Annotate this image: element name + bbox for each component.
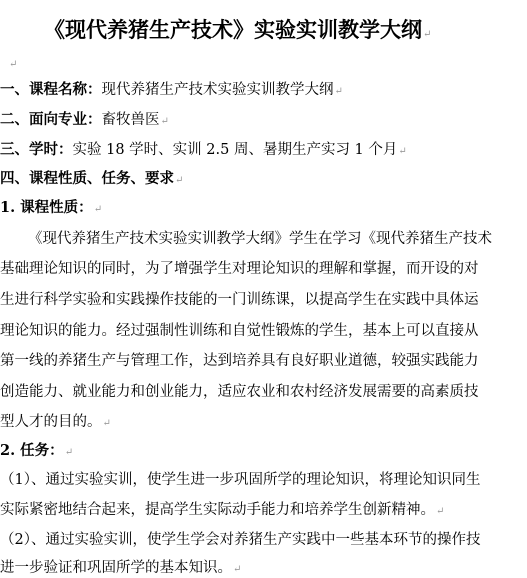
section-label: 三、学时： <box>0 141 73 158</box>
nature-heading <box>0 198 102 218</box>
blank-paragraph <box>8 53 17 73</box>
section-course-name <box>0 80 343 100</box>
body-text: 第一线的养猪生产与管理工作，达到培养具有良好职业道德，较强实践能力 <box>0 353 479 369</box>
document-title <box>44 17 431 48</box>
body-text: 理论知识的能力。经过强制性训练和自觉性锻炼的学生，基本上可以直接从 <box>0 323 479 339</box>
section-label: 二、面向专业： <box>0 111 102 128</box>
tasks-heading <box>0 441 73 461</box>
tasks-line <box>0 530 480 550</box>
section-label: 一、课程名称： <box>0 81 102 98</box>
nature-line <box>0 290 479 310</box>
section-major <box>0 110 169 130</box>
paragraph-mark-icon: ↵ <box>9 59 18 70</box>
paragraph-mark-icon: ↵ <box>398 146 407 157</box>
subsection-heading: 1. 课程性质： <box>0 199 93 216</box>
paragraph-mark-icon: ↵ <box>436 506 445 517</box>
paragraph-mark-icon: ↵ <box>233 564 242 575</box>
paragraph-mark-icon: ↵ <box>334 86 343 97</box>
section-value: 实验 18 学时、实训 2.5 周、暑期生产实习 1 个月 <box>72 142 398 158</box>
nature-line <box>0 412 111 432</box>
body-text: 实际紧密地结合起来，提高学生实际动手能力和培养学生创新精神。 <box>0 502 435 518</box>
body-text: 生进行科学实验和实践操作技能的一门训练课，以提高学生在实践中具体运 <box>0 292 479 308</box>
section-value: 现代养猪生产技术实验实训教学大纲 <box>101 82 334 98</box>
paragraph-mark-icon: ↵ <box>102 418 111 429</box>
nature-line <box>0 351 479 371</box>
paragraph-mark-icon: ↵ <box>423 29 432 40</box>
body-text: （2）、通过实验实训，使学生学会对养猪生产实践中一些基本环节的操作技 <box>0 532 481 548</box>
nature-line <box>28 229 492 249</box>
paragraph-mark-icon: ↵ <box>160 116 169 127</box>
body-text: 型人才的目的。 <box>0 414 102 430</box>
body-text: 进一步验证和巩固所学的基本知识。 <box>0 560 232 576</box>
paragraph-mark-icon: ↵ <box>175 175 184 186</box>
tasks-line <box>0 558 241 578</box>
tasks-line <box>0 470 480 490</box>
nature-line <box>0 321 479 341</box>
paragraph-mark-icon: ↵ <box>64 447 74 458</box>
title-text: 《现代养猪生产技术》实验实训教学大纲 <box>44 17 422 42</box>
nature-line <box>0 259 479 279</box>
section-nature-tasks <box>0 169 183 189</box>
body-text: 《现代养猪生产技术实验实训教学大纲》学生在学习《现代养猪生产技术 <box>28 231 492 247</box>
tasks-line <box>0 500 444 520</box>
body-text: 创造能力、就业能力和创业能力，适应农业和农村经济发展需要的高素质技 <box>0 384 479 400</box>
body-text: （1）、通过实验实训，使学生进一步巩固所学的理论知识，将理论知识同生 <box>0 472 481 488</box>
section-label: 四、课程性质、任务、要求 <box>0 170 174 187</box>
nature-line <box>0 382 479 402</box>
section-value: 畜牧兽医 <box>101 112 160 128</box>
subsection-heading: 2. 任务： <box>0 442 64 459</box>
paragraph-mark-icon: ↵ <box>93 204 103 215</box>
section-hours <box>0 140 407 160</box>
body-text: 基础理论知识的同时，为了增强学生对理论知识的理解和掌握，而开设的对 <box>0 261 479 277</box>
